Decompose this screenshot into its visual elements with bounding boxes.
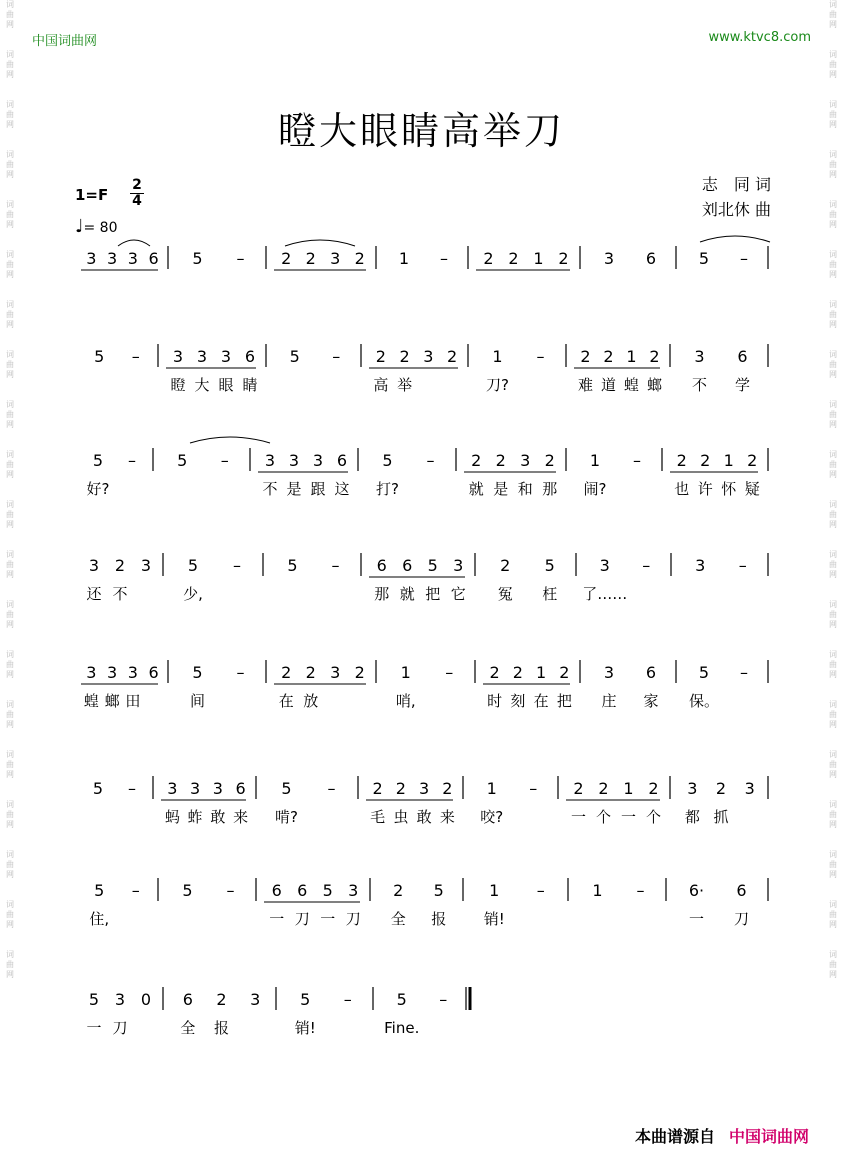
lyric: 举 — [397, 376, 413, 394]
note: 5 — [396, 990, 407, 1009]
lyric: 高 — [373, 376, 389, 394]
note: 2 — [495, 451, 506, 470]
note: 0 — [140, 990, 152, 1009]
lyric: 它 — [450, 585, 466, 603]
note: 3 — [190, 779, 201, 798]
note: 5 — [698, 249, 710, 268]
lyric: 放 — [303, 692, 319, 710]
key-signature: 1=F — [75, 186, 109, 204]
note: 1 — [489, 881, 500, 900]
note: 5 — [88, 990, 100, 1009]
slur — [285, 240, 355, 246]
note: 5 — [427, 556, 438, 575]
note: 3 — [453, 556, 464, 575]
note: 6 — [297, 881, 308, 900]
lyric: 毛 — [370, 808, 386, 826]
note: 3 — [172, 347, 184, 366]
note: – — [426, 451, 435, 470]
note: 3 — [140, 556, 152, 575]
lyric: 刻 — [510, 692, 526, 710]
note: 6 — [376, 556, 387, 575]
note: 5 — [544, 556, 555, 575]
note: 3 — [687, 779, 698, 798]
lyric: 学 — [734, 376, 751, 394]
note: 1 — [592, 881, 603, 900]
note: 2 — [573, 779, 584, 798]
note: 2 — [395, 779, 406, 798]
lyric: 打? — [376, 480, 399, 498]
lyric: 全 — [390, 910, 406, 928]
composer: 刘北休 曲 — [701, 200, 771, 219]
note: 5 — [182, 881, 193, 900]
note: 6 — [148, 249, 159, 268]
site-name[interactable]: 中国词曲网 — [32, 34, 98, 49]
note: – — [233, 556, 241, 575]
lyric: 许 — [697, 480, 713, 498]
note: – — [131, 347, 140, 366]
note: 1 — [623, 779, 634, 798]
note: 6 — [271, 881, 282, 900]
note: 2 — [676, 451, 687, 470]
note: 2 — [700, 451, 711, 470]
lyric: 蚱 — [187, 808, 203, 826]
note: 3 — [695, 556, 706, 575]
note: 2 — [559, 663, 570, 682]
note: 3 — [348, 881, 359, 900]
lyric: 好? — [86, 480, 110, 498]
side-watermark-right: 词 曲 网 词 曲 网 词 曲 网 词 曲 网 词 曲 网 词 曲 网 词 曲 网 词 曲 网 词 曲 网 词 曲 网 词 曲 网 词 曲 网 词 曲 网 词 曲 网 词 曲 网 词 曲 网 词 曲 网 词 曲 网 词 曲 网 词 曲 网 — [829, 0, 837, 979]
lyric: 来 — [233, 808, 249, 826]
note: 2 — [747, 451, 758, 470]
note: 6 — [182, 990, 193, 1009]
note: 1 — [492, 347, 503, 366]
note: 2 — [399, 347, 410, 366]
note: 1 — [589, 451, 601, 470]
lyric: 抓 — [713, 808, 729, 826]
note: – — [331, 556, 340, 575]
lyric: 一 — [269, 910, 285, 928]
note: 2 — [649, 347, 660, 366]
note: 6 — [402, 556, 413, 575]
note: 5 — [433, 881, 444, 900]
side-watermark-left: 词 曲 网 词 曲 网 词 曲 网 词 曲 网 词 曲 网 词 曲 网 词 曲 网 词 曲 网 词 曲 网 词 曲 网 词 曲 网 词 曲 网 词 曲 网 词 曲 网 词 曲 网 词 曲 网 词 曲 网 词 曲 网 词 曲 网 词 曲 网 — [6, 0, 14, 979]
note: 6 — [244, 347, 256, 366]
lyric: 刀 — [733, 910, 750, 928]
note: 3 — [330, 663, 341, 682]
note: 6 — [736, 881, 747, 900]
lyric: 枉 — [542, 585, 558, 603]
lyric: 一 — [620, 808, 637, 826]
note: 1 — [533, 249, 544, 268]
note: 3 — [599, 556, 610, 575]
lyric: 啃? — [275, 808, 298, 826]
note: 5 — [698, 663, 710, 682]
note: 3 — [220, 347, 232, 366]
note: 5 — [289, 347, 300, 366]
note: 5 — [92, 779, 104, 798]
lyric: 螂 — [104, 692, 120, 710]
lyric: 少, — [183, 585, 203, 603]
note: 3 — [114, 990, 126, 1009]
lyric: 家 — [643, 692, 659, 710]
note: 3 — [107, 249, 118, 268]
note: 3 — [419, 779, 430, 798]
note: 3 — [423, 347, 434, 366]
note: 5 — [287, 556, 298, 575]
lyric: 就 — [399, 585, 415, 603]
note: 1 — [400, 663, 411, 682]
slur — [700, 236, 770, 242]
lyric: 住, — [89, 910, 110, 928]
note: 2 — [354, 663, 365, 682]
lyric: 都 — [684, 808, 700, 826]
lyric: 就 — [468, 480, 484, 498]
lyric: 蝗 — [83, 692, 99, 710]
note: – — [738, 556, 747, 575]
note: 2 — [393, 881, 404, 900]
lyric: 怀 — [721, 480, 737, 498]
lyric: 这 — [334, 480, 350, 498]
lyric: 是 — [493, 480, 509, 498]
note: 2 — [489, 663, 500, 682]
site-url[interactable]: www.ktvc8.com — [708, 30, 811, 45]
lyric: 不 — [112, 585, 128, 603]
note: – — [445, 663, 454, 682]
note: 3 — [127, 663, 138, 682]
note: 5 — [281, 779, 292, 798]
note: – — [332, 347, 341, 366]
lyric: 道 — [600, 376, 617, 394]
lyric: 一 — [320, 910, 336, 928]
lyricist: 志 同 词 — [701, 175, 771, 194]
note: 6 — [148, 663, 159, 682]
note: 3 — [86, 663, 97, 682]
lyric: 时 — [487, 692, 503, 710]
note: – — [740, 249, 748, 268]
note: 2 — [648, 779, 659, 798]
note: 5 — [177, 451, 188, 470]
note: – — [633, 451, 641, 470]
note: 2 — [305, 663, 316, 682]
note: 2 — [281, 663, 292, 682]
lyric: 全 — [180, 1019, 196, 1037]
lyric: 保。 — [688, 692, 720, 710]
note: 2 — [598, 779, 609, 798]
note: 2 — [508, 249, 519, 268]
note: 1 — [536, 663, 547, 682]
note: – — [236, 663, 245, 682]
note: 3 — [250, 990, 261, 1009]
lyric: 个 — [595, 808, 612, 826]
note: 2 — [544, 451, 555, 470]
note: 2 — [447, 347, 458, 366]
note: – — [220, 451, 229, 470]
note: 1 — [626, 347, 637, 366]
note: 3 — [744, 779, 755, 798]
note: – — [343, 990, 352, 1009]
lyric: 还 — [86, 585, 102, 603]
note: 2 — [375, 347, 386, 366]
note: – — [128, 451, 136, 470]
time-bottom: 4 — [132, 193, 142, 209]
note: 2 — [558, 249, 569, 268]
note: 3 — [603, 663, 615, 682]
note: 5 — [300, 990, 311, 1009]
tempo-value: = 80 — [83, 220, 118, 236]
lyric: 销! — [294, 1019, 316, 1037]
note: 3 — [107, 663, 118, 682]
lyric: 刀? — [486, 376, 509, 394]
note: 3 — [312, 451, 324, 470]
note: 3 — [167, 779, 178, 798]
note: 3 — [212, 779, 223, 798]
note: 2 — [354, 249, 365, 268]
lyric: 是 — [286, 480, 302, 498]
lyric: 螂 — [646, 376, 663, 394]
note: – — [131, 881, 140, 900]
footer-label: 本曲谱源自 — [634, 1127, 715, 1146]
footer-brand[interactable]: 中国词曲网 — [728, 1127, 809, 1146]
lyric: 一 — [688, 910, 705, 928]
lyric: 瞪 — [170, 376, 186, 394]
lyric: 难 — [577, 376, 594, 394]
note: 5 — [192, 663, 203, 682]
lyric: 眼 — [218, 376, 234, 394]
note: – — [642, 556, 651, 575]
note: – — [529, 779, 538, 798]
lyric: 刀 — [112, 1019, 128, 1037]
note: 3 — [603, 249, 615, 268]
lyric: 那 — [374, 585, 390, 603]
lyric: 冤 — [497, 585, 513, 603]
lyric: 田 — [125, 692, 141, 710]
note: 2 — [603, 347, 614, 366]
quarter-note-icon: ♩ — [75, 216, 84, 237]
note: 3 — [196, 347, 208, 366]
lyric: 蚂 — [164, 808, 180, 826]
note: – — [128, 779, 136, 798]
lyric: 跟 — [310, 480, 326, 498]
note: 3 — [694, 347, 705, 366]
note: 3 — [520, 451, 531, 470]
note: 2 — [715, 779, 727, 798]
note: 2 — [281, 249, 292, 268]
note: 2 — [305, 249, 316, 268]
lyric: 刀 — [345, 910, 361, 928]
note: 2 — [442, 779, 453, 798]
note: 6 — [645, 663, 657, 682]
note: 6 — [235, 779, 246, 798]
lyric: 个 — [645, 808, 662, 826]
note: 5 — [322, 881, 333, 900]
lyric: 哨, — [395, 692, 416, 710]
slur — [118, 240, 150, 246]
note: – — [636, 881, 645, 900]
lyric: 报 — [431, 910, 447, 928]
note: 6 — [645, 249, 657, 268]
footer-source — [635, 1124, 809, 1147]
lyric: 疑 — [744, 480, 760, 498]
lyric: 在 — [278, 692, 294, 710]
lyric: 敢 — [210, 808, 226, 826]
note: 2 — [483, 249, 494, 268]
lyric: 一 — [86, 1019, 102, 1037]
lyric: 大 — [194, 376, 210, 394]
note: 5 — [382, 451, 393, 470]
slur — [190, 437, 270, 443]
lyric: 把 — [556, 692, 572, 710]
lyric: 也 — [674, 480, 690, 498]
note: 3 — [88, 556, 100, 575]
lyric: 睛 — [242, 376, 258, 394]
lyric: 和 — [517, 480, 533, 498]
lyric: 了…… — [582, 585, 628, 603]
note: – — [440, 249, 448, 268]
note: 2 — [471, 451, 482, 470]
note: 6 — [737, 347, 748, 366]
note: 5 — [187, 556, 199, 575]
note: – — [439, 990, 448, 1009]
note: 5 — [192, 249, 203, 268]
lyric: 把 — [425, 585, 441, 603]
lyric: 闹? — [583, 480, 607, 498]
note: 2 — [580, 347, 591, 366]
note: – — [536, 347, 545, 366]
note: 3 — [264, 451, 276, 470]
note: 1 — [398, 249, 410, 268]
note: 3 — [288, 451, 300, 470]
lyric: 蝗 — [623, 376, 640, 394]
note: 1 — [723, 451, 734, 470]
note: 2 — [114, 556, 126, 575]
lyric: 那 — [542, 480, 558, 498]
note: – — [536, 881, 545, 900]
note: 5 — [92, 451, 104, 470]
note: 6 — [336, 451, 348, 470]
note: 3 — [127, 249, 138, 268]
note: 2 — [372, 779, 383, 798]
note: – — [226, 881, 235, 900]
note: 3 — [86, 249, 97, 268]
lyric: 刀 — [294, 910, 310, 928]
note: 2 — [216, 990, 227, 1009]
note: 2 — [500, 556, 511, 575]
lyric: 庄 — [601, 692, 617, 710]
note: – — [327, 779, 336, 798]
lyric: 销! — [483, 910, 505, 928]
lyric: 虫 — [393, 808, 409, 826]
note: 2 — [512, 663, 523, 682]
note: 5 — [94, 881, 105, 900]
lyric: 来 — [439, 808, 455, 826]
time-top: 2 — [132, 177, 142, 193]
note: – — [740, 663, 748, 682]
note: 5 — [94, 347, 105, 366]
lyric: 咬? — [480, 808, 504, 826]
note: – — [236, 249, 245, 268]
lyric: Fine. — [384, 1019, 420, 1037]
lyric: 不 — [262, 480, 278, 498]
lyric: 敢 — [416, 808, 432, 826]
note: 6· — [688, 881, 705, 900]
song-title: 瞪大眼睛高举刀 — [277, 109, 565, 153]
lyric: 报 — [213, 1019, 230, 1037]
lyric: 不 — [691, 376, 708, 394]
lyric: 一 — [570, 808, 587, 826]
note: 3 — [330, 249, 341, 268]
lyric: 间 — [189, 692, 206, 710]
lyric: 在 — [533, 692, 549, 710]
note: 1 — [486, 779, 497, 798]
